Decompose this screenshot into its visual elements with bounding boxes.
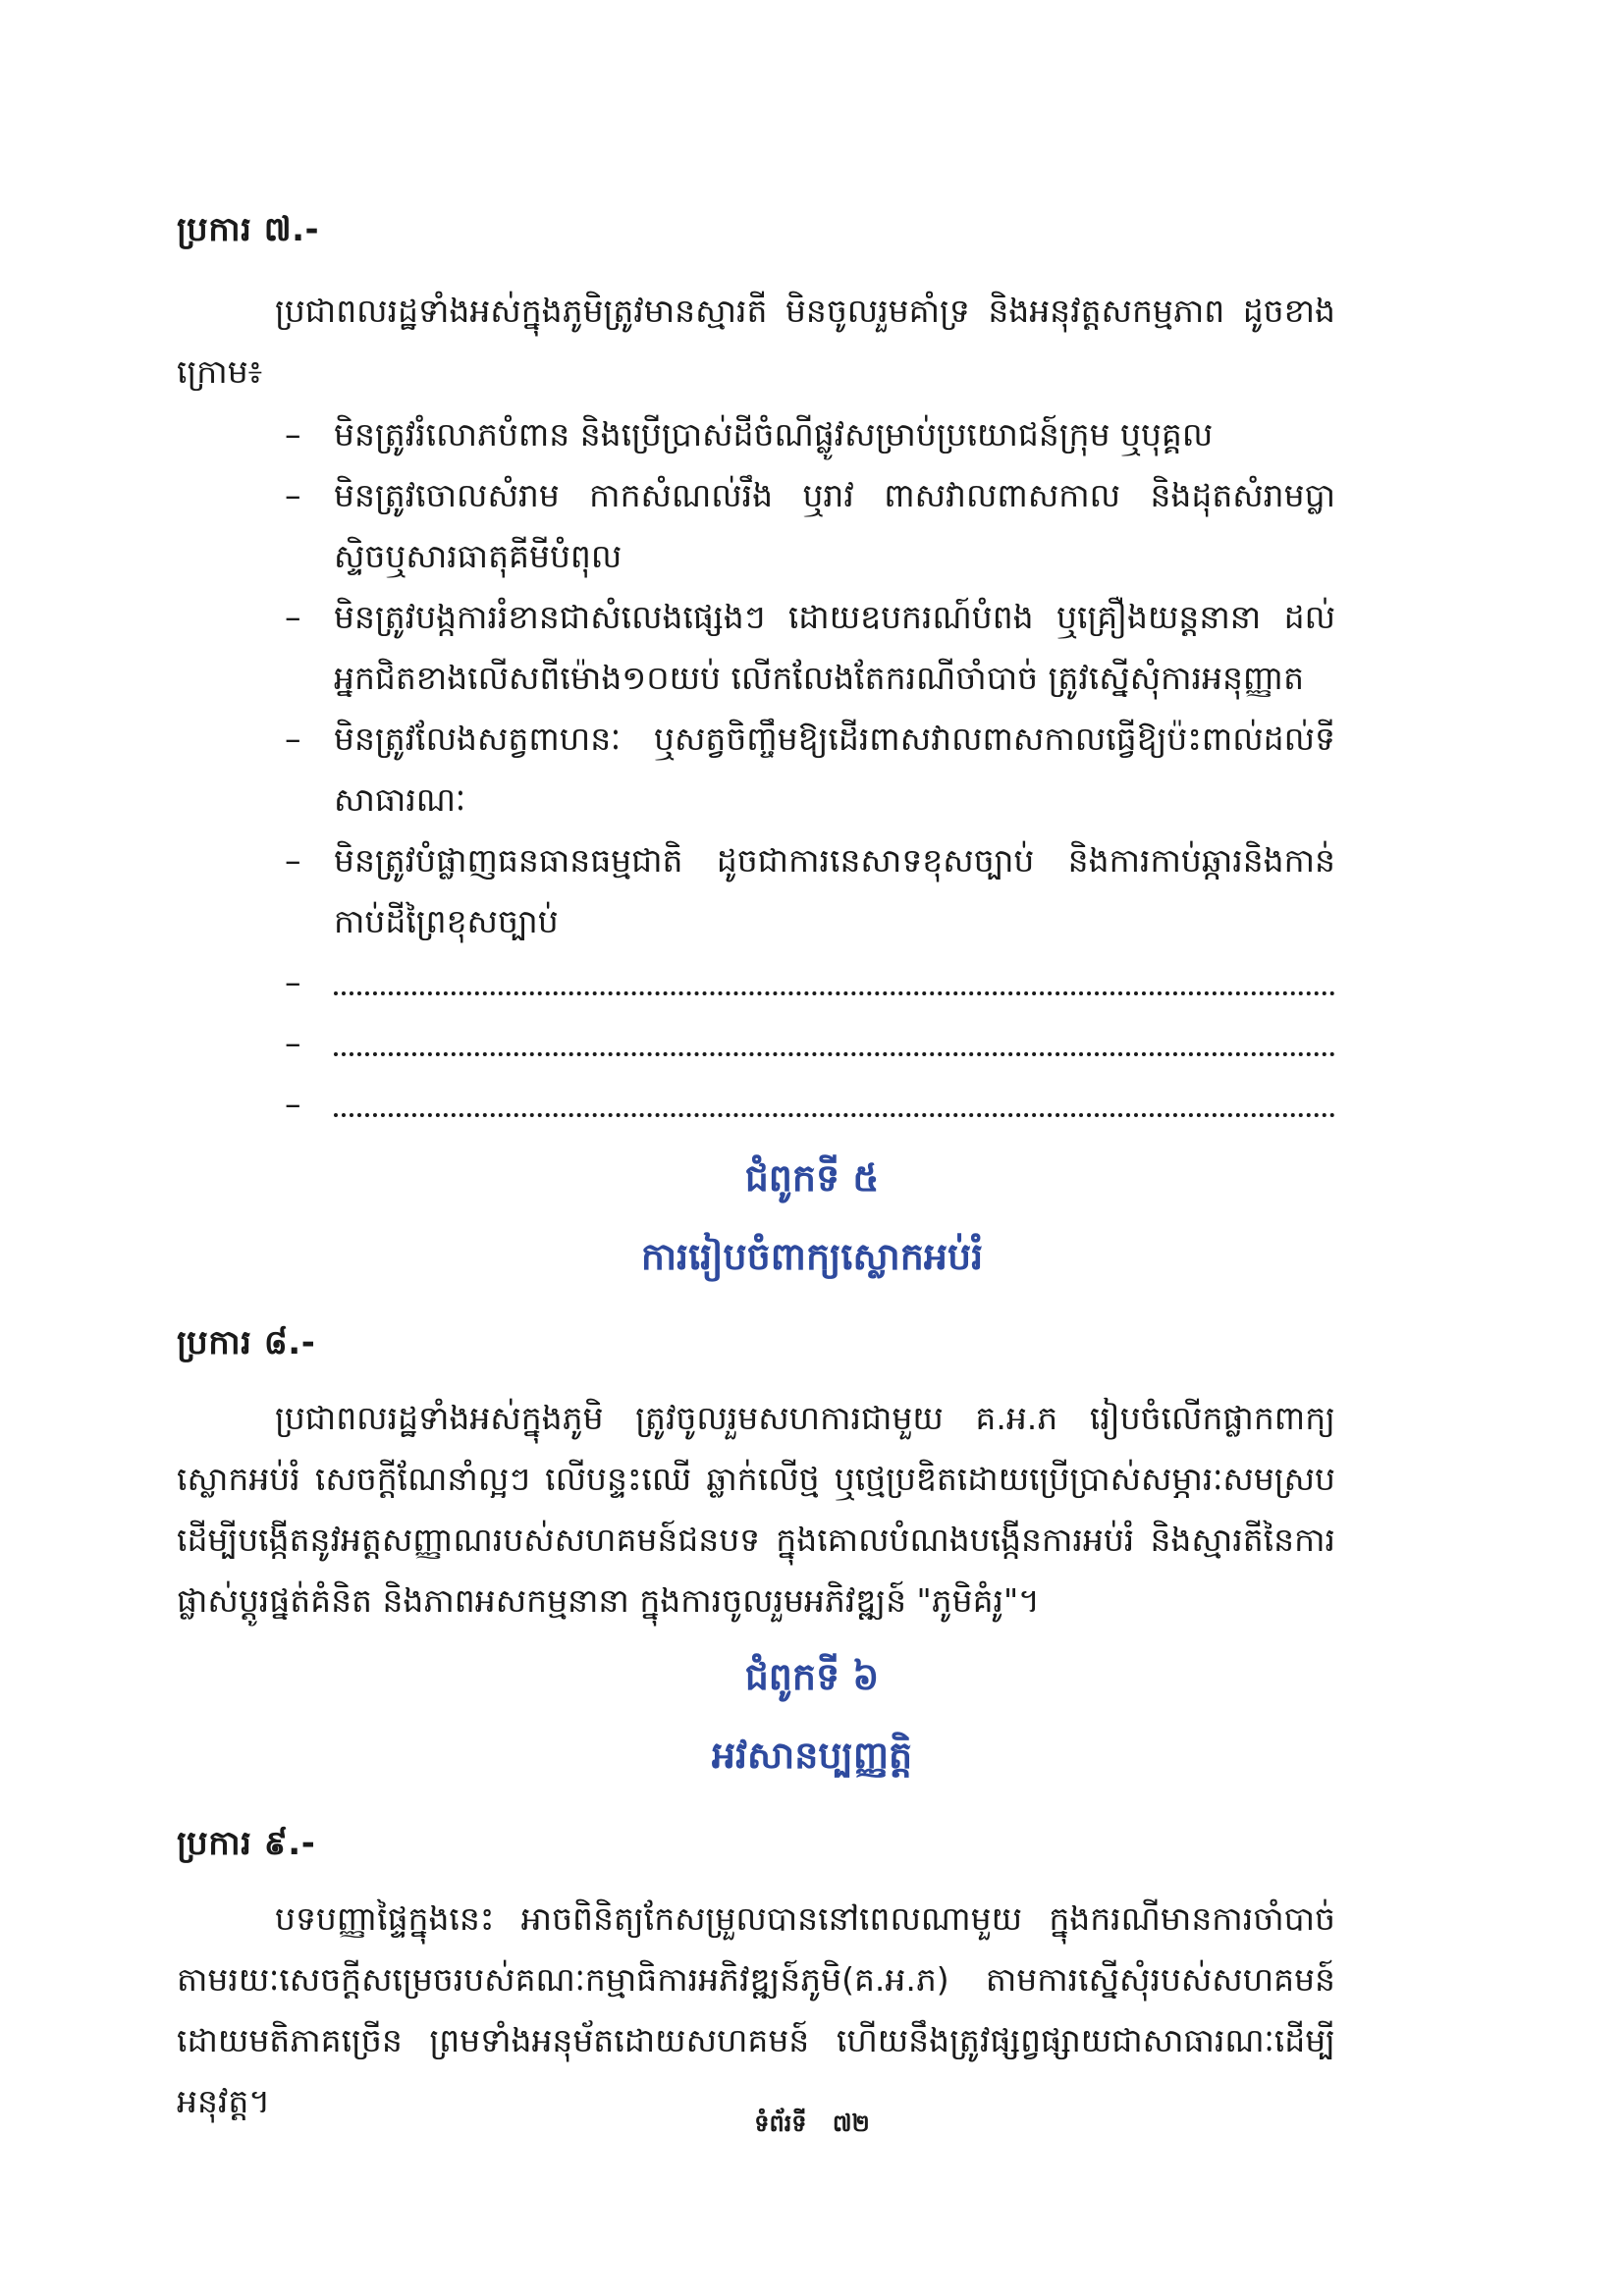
chapter-6-title: អវសានប្បញ្ញត្តិ — [711, 1734, 913, 1777]
dash-bullet: – — [285, 720, 301, 758]
article-7-intro: ប្រជាពលរដ្ឋទាំងអស់ក្នុងភូមិត្រូវមានស្មារតី មិនចូលរួមគាំទ្រ និងអនុវត្តសកម្មភាព ដូចខាងក្រោម៖ — [177, 292, 1335, 391]
article-7-title: ប្រការ ៧.- — [177, 210, 320, 249]
article-9-body: បទបញ្ញាផ្ទៃក្នុងនេះ អាចពិនិត្យកែសម្រួលបាននៅពេលណាមួយ ក្នុងករណីមានការចាំបាច់តាមរយៈសេចក្តីសម្រេចរបស់គណៈកម្មាធិការអភិវឌ្ឍន៍ភូមិ(គ.អ.ភ) តាមការស្នើសុំរបស់សហគមន៍ដោយមតិភាគច្រើន ព្រមទាំងអនុម័តដោយសហគមន៍ ហើយនឹងត្រូវផ្សព្វផ្សាយជាសាធារណៈដើម្បីអនុវត្ត។ — [177, 1899, 1335, 2120]
dash-bullet: – — [285, 963, 301, 1001]
dotted-fill-line — [334, 952, 1335, 1013]
dash-bullet: – — [285, 598, 301, 636]
article-8-body: ប្រជាពលរដ្ឋទាំងអស់ក្នុងភូមិ ត្រូវចូលរួមសហការជាមួយ គ.អ.ភ រៀបចំលើកផ្លាកពាក្យស្លោកអប់រំ សេចក្តីណែនាំល្អៗ លើបន្ទះឈើ ឆ្លាក់លើថ្ម ឬថ្មេប្រឌិតដោយប្រើប្រាស់សម្ភារៈសមស្រប ដើម្បីបង្កើតនូវអត្តសញ្ញាណរបស់សហគមន៍ជនបទ ក្នុងគោលបំណងបង្កើនការអប់រំ និងស្មារតីនៃការផ្លាស់ប្តូរផ្នត់គំនិត និងភាពអសកម្មនានា ក្នុងការចូលរួមអភិវឌ្ឍន៍ "ភូមិគំរូ"។ — [177, 1399, 1335, 1620]
list-item-text: មិនត្រូវចោលសំរាម កាកសំណល់រឹង ឬរាវ ពាសវាលពាសកាល និងដុតសំរាមប្លាស្ទិចឬសារធាតុគីមីបំពុល — [334, 476, 1335, 575]
dotted-fill-line — [334, 1013, 1335, 1074]
blank-list-item — [285, 952, 1335, 1013]
dash-bullet: – — [285, 1024, 301, 1062]
page-label: ទំព័រទី — [754, 2109, 807, 2137]
list-item-text: មិនត្រូវលែងសត្វពាហនៈ ឬសត្វចិញ្ចឹមឱ្យដើរពាសវាលពាសកាលធ្វើឱ្យប៉ះពាល់ដល់ទីសាធារណៈ — [334, 720, 1335, 819]
page-number-value: ៧២ — [832, 2109, 870, 2137]
list-item-text: មិនត្រូវបំផ្លាញធនធានធម្មជាតិ ដូចជាការនេសាទខុសច្បាប់ និងការកាប់ឆ្ការនិងកាន់កាប់ដីព្រៃខុសច្បាប់ — [334, 841, 1335, 940]
dash-bullet: – — [285, 415, 301, 454]
list-item-text: មិនត្រូវរំលោភបំពាន និងប្រើប្រាស់ដីចំណីផ្លូវសម្រាប់ប្រយោជន៍ក្រុម ឬបុគ្គល — [334, 415, 1214, 454]
list-item — [285, 830, 1335, 952]
list-item-text: មិនត្រូវបង្កការរំខានជាសំលេងផ្សេងៗ ដោយឧបករណ៍បំពង ឬគ្រឿងយន្តនានា ដល់អ្នកជិតខាងលើសពីម៉ោង១០យប់ លើកលែងតែករណីចាំបាច់ ត្រូវស្នើសុំការអនុញ្ញាត — [334, 598, 1335, 697]
list-item — [285, 709, 1335, 830]
list-item — [285, 587, 1335, 709]
blank-list-item — [285, 1013, 1335, 1074]
article-9-title: ប្រការ ៩.- — [177, 1824, 316, 1863]
blank-list-item — [285, 1074, 1335, 1135]
dotted-fill-line — [334, 1074, 1335, 1135]
dash-bullet: – — [285, 1085, 301, 1123]
dash-bullet: – — [285, 841, 301, 880]
chapter-6-number: ជំពូកទី ៦ — [744, 1655, 880, 1698]
chapter-5-title: ការរៀបចំពាក្យស្លោកអប់រំ — [640, 1235, 984, 1278]
list-item — [285, 465, 1335, 587]
dash-bullet: – — [285, 476, 301, 514]
page-number — [0, 2109, 1624, 2143]
list-item — [285, 404, 1335, 465]
article-8-title: ប្រការ ៨.- — [177, 1323, 316, 1362]
article-7-list — [285, 404, 1335, 1135]
chapter-5-number: ជំពូកទី ៥ — [744, 1156, 880, 1200]
